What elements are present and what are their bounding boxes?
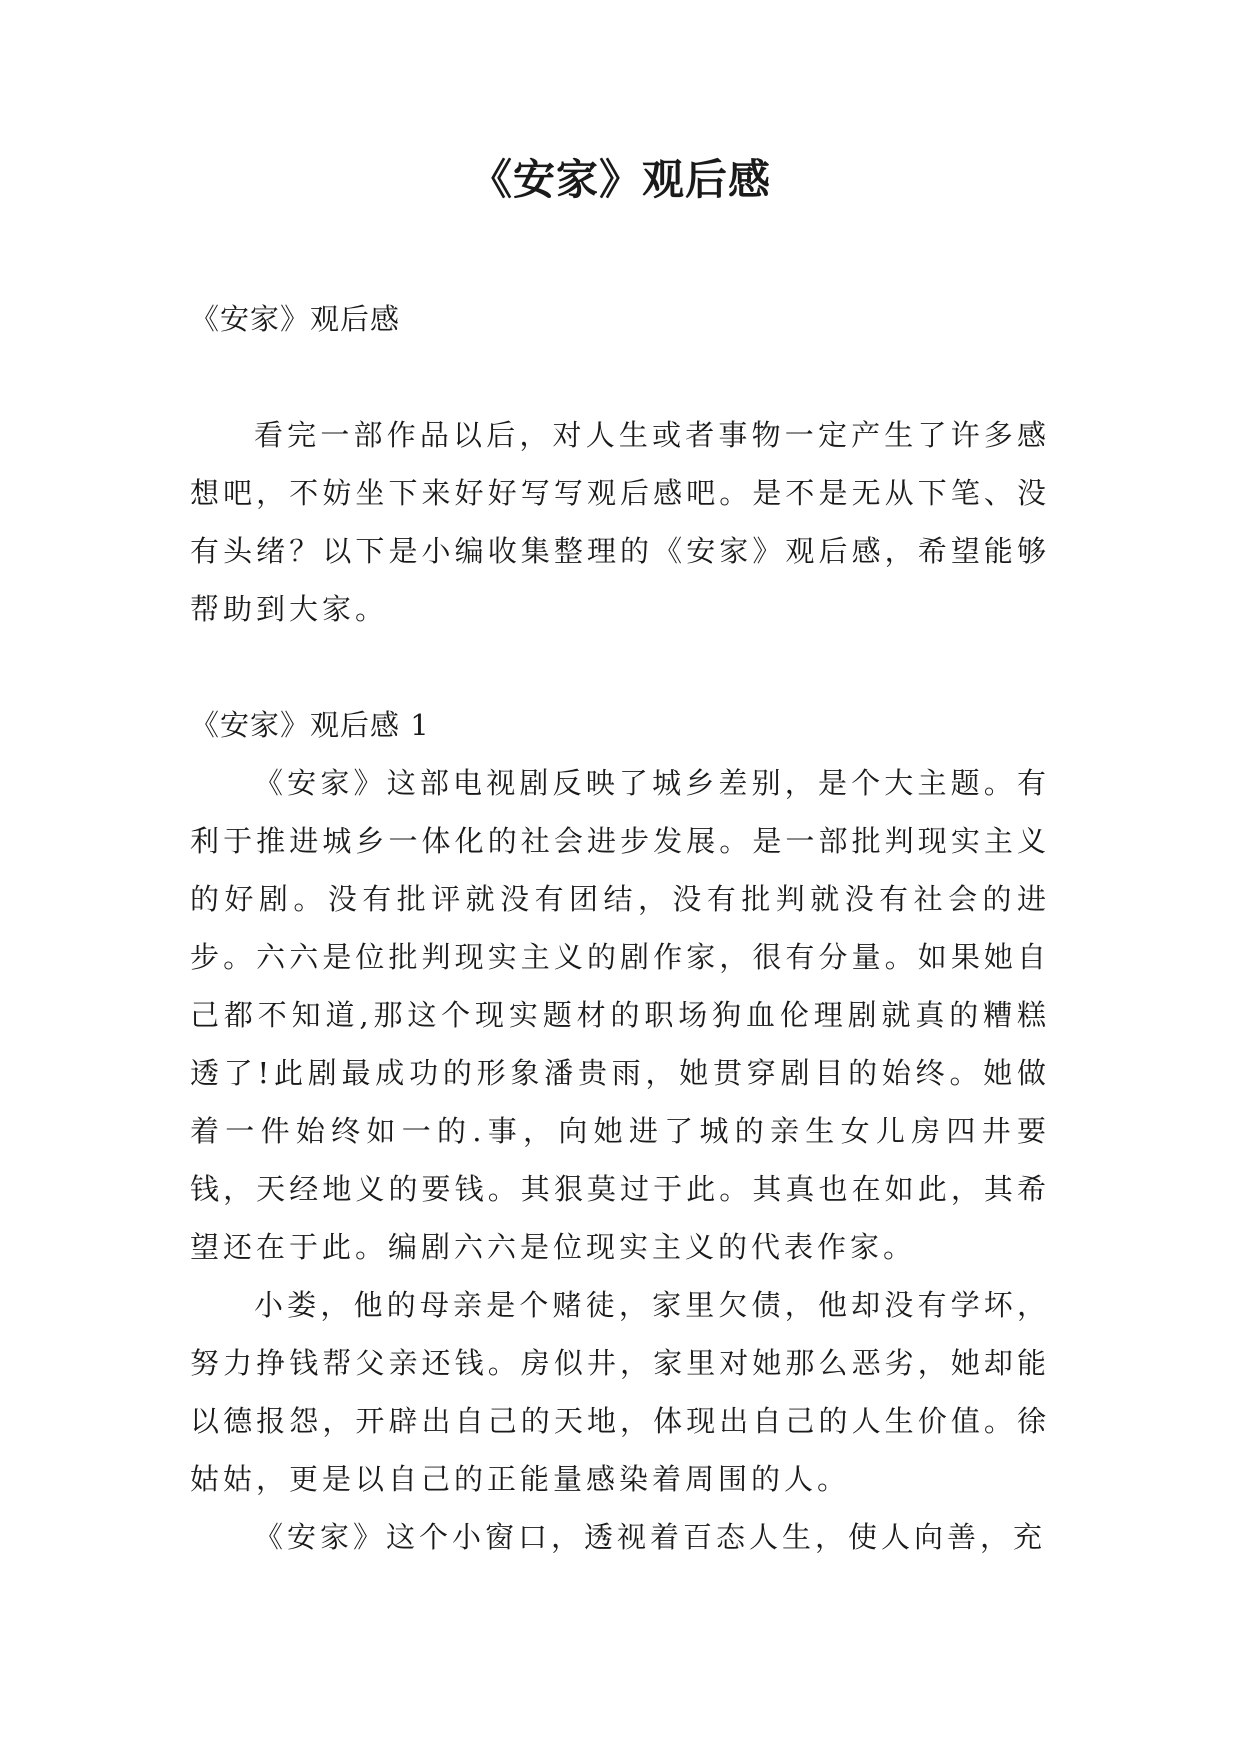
document-body <box>190 290 1050 1566</box>
document-subtitle: 《安家》观后感 <box>190 302 401 336</box>
body-paragraph-3: 《安家》这个小窗口，透视着百态人生，使人向善，充 <box>254 1520 1047 1554</box>
document-title: 《安家》观后感 <box>469 155 771 204</box>
body-paragraph-1: 《安家》这部电视剧反映了城乡差别，是个大主题。有利于推进城乡一体化的社会进步发展。是一部批判现实主义的好剧。没有批评就没有团结，没有批判就没有社会的进步。六六是位批判现实主义的剧作家，很有分量。如果她自己都不知道,那这个现实题材的职场狗血伦理剧就真的糟糕透了!此剧最成功的形象潘贵雨，她贯穿剧目的始终。她做着一件始终如一的.事，向她进了城的亲生女儿房四井要钱，天经地义的要钱。其狠莫过于此。其真也在如此，其希望还在于此。编剧六六是位现实主义的代表作家。 <box>190 766 1050 1264</box>
intro-paragraph: 看完一部作品以后，对人生或者事物一定产生了许多感想吧，不妨坐下来好好写写观后感吧。是不是无从下笔、没有头绪？以下是小编收集整理的《安家》观后感，希望能够帮助到大家。 <box>190 418 1050 626</box>
body-paragraph-2: 小娄，他的母亲是个赌徒，家里欠债，他却没有学坏，努力挣钱帮父亲还钱。房似井，家里对她那么恶劣，她却能以德报怨，开辟出自己的天地，体现出自己的人生价值。徐姑姑，更是以自己的正能量感染着周围的人。 <box>190 1288 1050 1496</box>
section-heading: 《安家》观后感 1 <box>190 708 430 742</box>
